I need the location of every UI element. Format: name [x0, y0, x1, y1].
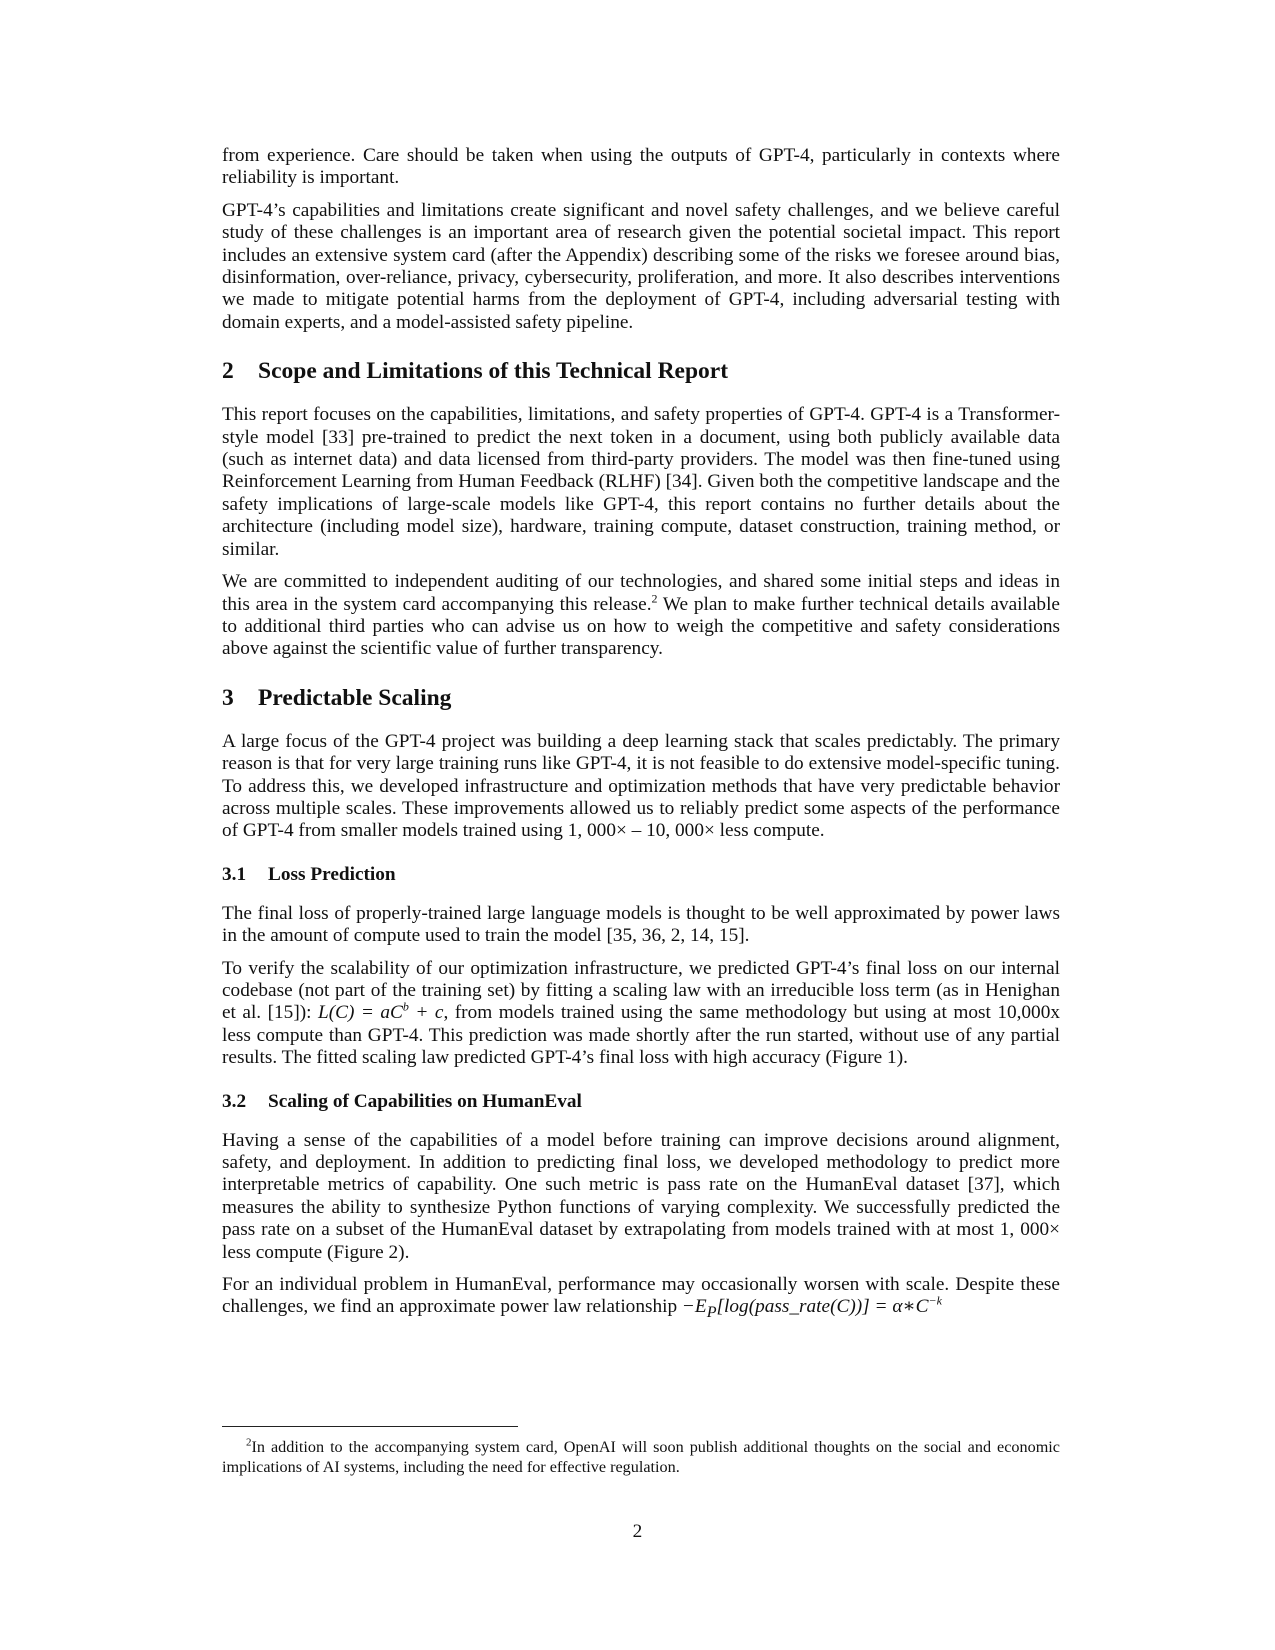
scaling-law-formula — [318, 999, 444, 1024]
subsection-number: 3.2 — [222, 1090, 247, 1112]
section-title: Predictable Scaling — [258, 684, 452, 711]
page-body — [222, 145, 1060, 1335]
paragraph-humaneval: Having a sense of the capabilities of a model before training can improve decisions around alignment, safety, and deployment. In addition to predicting final loss, we developed methodology to predict more interpretable metrics of capability. One such metric is pass rate on the HumanEval dataset [37], which measures the ability to synthesize Python functions of varying complexity. We successfully predicted the pass rate on a subset of the HumanEval dataset by extrapolating from models trained with at most 1, 000× less compute (Figure 2). — [222, 1129, 1060, 1263]
footnote-mark: 2 — [246, 1436, 252, 1449]
paragraph-safety-challenges: GPT-4’s capabilities and limitations create significant and novel safety challenges, and we believe careful study of these challenges is an important area of research given the potential societal impact. This report includes an extensive system card (after the Appendix) describing some of the risks we foresee around bias, disinformation, over-reliance, privacy, cybersecurity, proliferation, and more. It also describes interventions we made to mitigate potential harms from the deployment of GPT-4, including adversarial testing with domain experts, and a model-assisted safety pipeline. — [222, 199, 1060, 333]
paragraph-power-laws: The final loss of properly-trained large language models is thought to be well approximated by power laws in the amount of compute used to train the model [35, 36, 2, 14, 15]. — [222, 902, 1060, 947]
formula-text: [log(pass_rate(C))] = α∗C — [716, 1296, 929, 1318]
paragraph-power-law-relationship — [222, 1274, 1060, 1325]
paragraph-predictable-scaling: A large focus of the GPT-4 project was building a deep learning stack that scales predictably. The primary reason is that for very large training runs like GPT-4, it is not feasible to do extensive model-specific tuning. To address this, we developed infrastructure and optimization methods that have very predictable behavior across multiple scales. These improvements allowed us to reliably predict some aspects of the performance of GPT-4 from smaller models trained using 1, 000× – 10, 000× less compute. — [222, 730, 1060, 842]
section-number: 3 — [222, 684, 234, 711]
footnote — [222, 1437, 1060, 1477]
subsection-number: 3.1 — [222, 863, 247, 885]
subsection-title: Loss Prediction — [268, 863, 396, 885]
page-number: 2 — [632, 1521, 643, 1542]
subsection-heading-3-1 — [222, 864, 1060, 886]
paragraph-scope: This report focuses on the capabilities, limitations, and safety properties of GPT-4. GPT-4 is a Transformer-style model [33] pre-trained to predict the next token in a document, using both publicly available data (such as internet data) and data licensed from third-party providers. The model was then fine-tuned using Reinforcement Learning from Human Feedback (RLHF) [34]. Given both the competitive landscape and the safety implications of large-scale models like GPT-4, this report contains no further details about the architecture (including model size), hardware, training compute, dataset construction, training method, or similar. — [222, 404, 1060, 560]
formula-exponent: b — [402, 999, 409, 1014]
formula-text: + c — [408, 1002, 444, 1024]
paragraph-text: For an individual problem in HumanEval, performance may occasionally worsen with scale. Despite these challenges, we find an approximate power law relationship — [222, 1274, 1060, 1318]
pass-rate-formula — [681, 1294, 942, 1322]
paragraph-text: We plan to make further technical details available to additional third parties who can advise us on how to weigh the competitive and safety considerations above against the scientific value of further transparency. — [222, 593, 1060, 660]
paragraph-auditing — [222, 571, 1060, 661]
formula-exponent: −k — [928, 1294, 942, 1309]
footnote-text: In addition to the accompanying system card, OpenAI will soon publish additional thoughts on the social and economic implications of AI systems, including the need for effective regulation. — [222, 1438, 1060, 1476]
footnote-divider — [222, 1426, 518, 1427]
paragraph-intro-end: from experience. Care should be taken when using the outputs of GPT-4, particularly in contexts where reliability is important. — [222, 145, 1060, 189]
section-number: 2 — [222, 358, 234, 385]
paragraph-text: To verify the scalability of our optimization infrastructure, we predicted GPT-4’s final loss on our internal codebase (not part of the training set) by fitting a scaling law with an irreducible loss term (as in Henighan et al. [15]): — [222, 957, 1060, 1024]
formula-text: L(C) = aC — [318, 1002, 403, 1024]
formula-text: −E — [681, 1296, 707, 1318]
subsection-heading-3-2 — [222, 1091, 1060, 1113]
paragraph-loss-prediction — [222, 958, 1060, 1070]
section-heading-2 — [222, 357, 1060, 385]
paragraph-text: , from models trained using the same methodology but using at most 10,000x less compute than GPT-4. This prediction was made shortly after the run started, without use of any partial results. The fitted scaling law predicted GPT-4’s final loss with high accuracy (Figure 1). — [222, 1002, 1060, 1069]
formula-subscript: P — [706, 1304, 717, 1322]
subsection-title: Scaling of Capabilities on HumanEval — [268, 1090, 582, 1112]
section-title: Scope and Limitations of this Technical Report — [258, 358, 729, 385]
footnote-ref[interactable]: 2 — [651, 591, 658, 606]
section-heading-3 — [222, 684, 1060, 712]
paragraph-text: We are committed to independent auditing of our technologies, and shared some initial steps and ideas in this area in the system card accompanying this release. — [222, 571, 1060, 615]
